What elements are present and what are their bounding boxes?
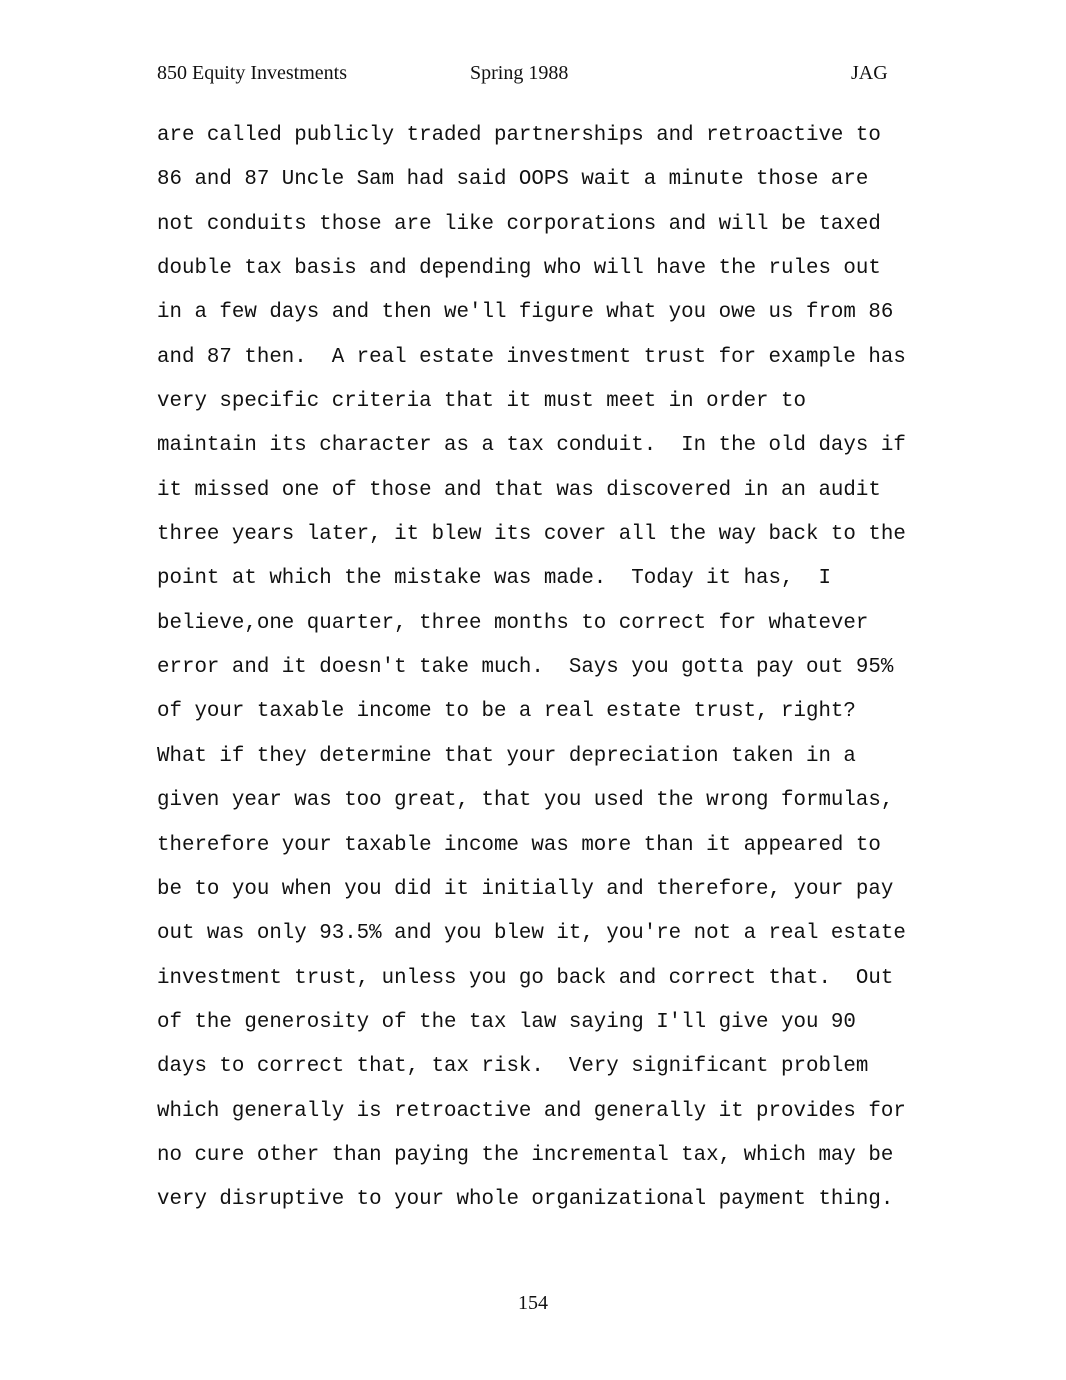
text-line: maintain its character as a tax conduit. In the old days if	[157, 434, 906, 458]
text-line: What if they determine that your depreciation taken in a	[157, 744, 856, 768]
text-line: and 87 then. A real estate investment trust for example has	[157, 345, 906, 369]
text-line: not conduits those are like corporations and will be taxed	[157, 212, 881, 236]
header-course-title: 850 Equity Investments	[157, 62, 347, 84]
text-line: very specific criteria that it must meet in order to	[157, 390, 806, 414]
text-line: point at which the mistake was made. Today it has, I	[157, 567, 831, 591]
header-initials: JAG	[851, 62, 888, 84]
text-line: in a few days and then we'll figure what you owe us from 86	[157, 301, 894, 325]
text-line: error and it doesn't take much. Says you gotta pay out 95%	[157, 656, 894, 680]
text-line: double tax basis and depending who will have the rules out	[157, 257, 881, 281]
text-line: of your taxable income to be a real estate trust, right?	[157, 700, 856, 724]
text-line: 86 and 87 Uncle Sam had said OOPS wait a minute those are	[157, 168, 869, 192]
page-header	[0, 62, 1066, 92]
text-line: it missed one of those and that was discovered in an audit	[157, 478, 881, 502]
text-line: three years later, it blew its cover all the way back to the	[157, 523, 906, 547]
page-number: 154	[518, 1292, 548, 1314]
text-line: very disruptive to your whole organizational payment thing.	[157, 1188, 894, 1212]
text-line: no cure other than paying the incremental tax, which may be	[157, 1143, 894, 1167]
text-line: out was only 93.5% and you blew it, you're not a real estate	[157, 922, 906, 946]
text-line: therefore your taxable income was more than it appeared to	[157, 833, 881, 857]
text-line: of the generosity of the tax law saying I'll give you 90	[157, 1010, 856, 1034]
text-line: which generally is retroactive and generally it provides for	[157, 1099, 906, 1123]
header-term: Spring 1988	[470, 62, 569, 84]
text-line: investment trust, unless you go back and correct that. Out	[157, 966, 894, 990]
transcript-body	[157, 120, 947, 1229]
text-line: are called publicly traded partnerships and retroactive to	[157, 124, 881, 147]
text-line: given year was too great, that you used the wrong formulas,	[157, 789, 894, 813]
text-line: be to you when you did it initially and therefore, your pay	[157, 877, 894, 901]
text-line: believe,one quarter, three months to correct for whatever	[157, 611, 869, 635]
text-line: days to correct that, tax risk. Very significant problem	[157, 1055, 869, 1079]
